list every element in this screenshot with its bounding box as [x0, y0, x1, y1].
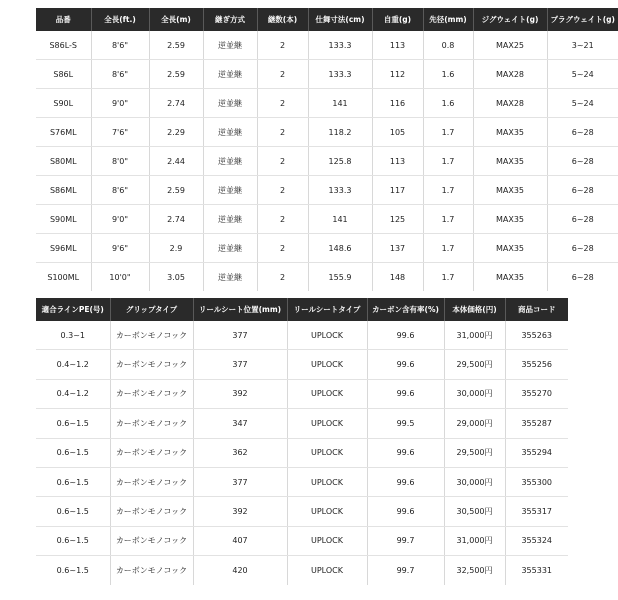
- table-cell: 5~24: [547, 60, 618, 89]
- spec-table-row: [36, 234, 618, 263]
- table-cell: 7'6": [91, 118, 149, 147]
- table-cell: UPLOCK: [287, 526, 367, 555]
- table-cell: 2.59: [149, 60, 203, 89]
- table-cell: MAX35: [473, 118, 547, 147]
- table-cell: 392: [193, 379, 287, 408]
- table-cell: 逆並継: [203, 176, 257, 205]
- price-header-cell: 商品コード: [505, 298, 568, 321]
- price-table-row: [36, 379, 568, 408]
- spec-header-cell: 全長(ft.): [91, 8, 149, 31]
- table-cell: 9'0": [91, 205, 149, 234]
- table-cell: 1.7: [423, 234, 473, 263]
- table-cell: 2: [257, 205, 308, 234]
- spec-header-cell: ジグウェイト(g): [473, 8, 547, 31]
- table-cell: 116: [372, 89, 423, 118]
- spec-table-body: [36, 31, 618, 291]
- table-cell: 125.8: [308, 147, 372, 176]
- table-cell: S80ML: [36, 147, 91, 176]
- table-cell: 31,000円: [444, 526, 505, 555]
- table-cell: MAX28: [473, 89, 547, 118]
- table-cell: 99.6: [367, 467, 444, 496]
- table-cell: 8'6": [91, 60, 149, 89]
- table-cell: 355263: [505, 321, 568, 350]
- table-cell: 420: [193, 556, 287, 585]
- price-header-cell: カーボン含有率(%): [367, 298, 444, 321]
- table-cell: S100ML: [47, 272, 80, 282]
- table-cell: UPLOCK: [287, 467, 367, 496]
- table-cell: 6~28: [547, 118, 618, 147]
- spec-header-cell: 自重(g): [372, 8, 423, 31]
- table-cell: カーボンモノコック: [110, 556, 193, 585]
- table-cell: 逆並継: [203, 60, 257, 89]
- table-cell: 2: [257, 147, 308, 176]
- table-cell: 3~21: [547, 31, 618, 60]
- table-cell: 5~24: [547, 89, 618, 118]
- table-cell: 逆並継: [203, 263, 257, 292]
- price-table-row: [36, 497, 568, 526]
- table-cell: 8'0": [91, 147, 149, 176]
- table-cell: 99.6: [367, 438, 444, 467]
- table-cell: S90ML: [36, 205, 91, 234]
- table-cell: 30,000円: [444, 467, 505, 496]
- table-cell: 99.6: [367, 321, 444, 350]
- table-cell: カーボンモノコック: [110, 350, 193, 379]
- price-header-cell: 適合ラインPE(号): [36, 298, 110, 321]
- table-cell: UPLOCK: [287, 321, 367, 350]
- table-cell: 133.3: [308, 31, 372, 60]
- table-cell: 29,500円: [444, 350, 505, 379]
- price-header-cell: 本体価格(円): [444, 298, 505, 321]
- table-cell: 1.7: [423, 147, 473, 176]
- table-cell: 2: [257, 60, 308, 89]
- spec-table-row: [36, 118, 618, 147]
- price-table-row: [36, 321, 568, 350]
- spec-table-row: [36, 176, 618, 205]
- table-cell: UPLOCK: [287, 350, 367, 379]
- table-cell: 9'0": [91, 89, 149, 118]
- spec-header-cell: 品番: [36, 8, 91, 31]
- table-cell: 8'6": [91, 176, 149, 205]
- spec-header-cell: 全長(m): [149, 8, 203, 31]
- table-cell: 99.6: [367, 379, 444, 408]
- spec-header-row: [36, 8, 618, 31]
- table-cell: 6~28: [547, 147, 618, 176]
- table-cell: UPLOCK: [287, 497, 367, 526]
- spec-header-cell: 仕舞寸法(cm): [308, 8, 372, 31]
- price-table-row: [36, 467, 568, 496]
- table-cell: カーボンモノコック: [110, 467, 193, 496]
- table-cell: UPLOCK: [287, 438, 367, 467]
- table-cell: 2: [257, 31, 308, 60]
- table-cell: 355324: [505, 526, 568, 555]
- table-cell: カーボンモノコック: [110, 321, 193, 350]
- table-cell: S86L-S: [36, 31, 91, 60]
- table-cell: カーボンモノコック: [110, 409, 193, 438]
- table-cell: 392: [193, 497, 287, 526]
- spec-header-cell: プラグウェイト(g): [547, 8, 618, 31]
- table-cell: 347: [193, 409, 287, 438]
- price-table-row: [36, 438, 568, 467]
- table-cell: 377: [193, 350, 287, 379]
- spec-table-row: [36, 205, 618, 234]
- table-cell: 118.2: [308, 118, 372, 147]
- table-cell: 2.74: [149, 205, 203, 234]
- table-cell: 2: [257, 118, 308, 147]
- table-cell: 逆並継: [203, 205, 257, 234]
- table-cell: 0.6~1.5: [36, 409, 110, 438]
- price-table-row: [36, 350, 568, 379]
- table-cell: 125: [372, 205, 423, 234]
- table-cell: 355317: [505, 497, 568, 526]
- table-cell: 355270: [505, 379, 568, 408]
- table-cell: 3.05: [149, 263, 203, 292]
- price-header-row: [36, 298, 568, 321]
- table-cell: 逆並継: [203, 89, 257, 118]
- table-cell: 0.6~1.5: [36, 497, 110, 526]
- table-cell: 8'6": [91, 31, 149, 60]
- table-cell: 1.6: [423, 60, 473, 89]
- spec-header-cell: 先径(mm): [423, 8, 473, 31]
- table-cell: 113: [372, 31, 423, 60]
- spec-header-cell: 継ぎ方式: [203, 8, 257, 31]
- table-cell: 2: [257, 234, 308, 263]
- table-cell: 112: [372, 60, 423, 89]
- table-cell: 355300: [505, 467, 568, 496]
- price-header-cell: リールシートタイプ: [287, 298, 367, 321]
- table-cell: 113: [372, 147, 423, 176]
- table-cell: 逆並継: [203, 234, 257, 263]
- table-cell: カーボンモノコック: [110, 438, 193, 467]
- table-cell: 0.6~1.5: [36, 438, 110, 467]
- table-cell: S86L: [36, 60, 91, 89]
- table-cell: 148.6: [308, 234, 372, 263]
- table-cell: 355294: [505, 438, 568, 467]
- price-table: [36, 298, 568, 585]
- table-cell: 逆並継: [203, 118, 257, 147]
- table-cell: 0.8: [423, 31, 473, 60]
- table-cell: 99.5: [367, 409, 444, 438]
- table-cell: 1.7: [423, 118, 473, 147]
- table-cell: 99.7: [367, 526, 444, 555]
- table-cell: 141: [308, 205, 372, 234]
- table-cell: 1.7: [423, 263, 473, 292]
- table-cell: MAX35: [473, 205, 547, 234]
- table-cell: 6~28: [547, 205, 618, 234]
- price-table-row: [36, 526, 568, 555]
- table-cell: 117: [372, 176, 423, 205]
- table-cell: 99.6: [367, 350, 444, 379]
- table-cell: 2: [257, 176, 308, 205]
- table-cell: 2.44: [149, 147, 203, 176]
- table-cell: MAX28: [473, 60, 547, 89]
- table-cell: S90L: [36, 89, 91, 118]
- table-cell: 29,000円: [444, 409, 505, 438]
- table-cell: UPLOCK: [287, 556, 367, 585]
- table-cell: カーボンモノコック: [110, 526, 193, 555]
- spec-table-row: [36, 60, 618, 89]
- spec-table-row: [36, 147, 618, 176]
- table-cell: S96ML: [36, 234, 91, 263]
- table-cell: 355256: [505, 350, 568, 379]
- price-table-body: [36, 321, 568, 585]
- table-cell: 155.9: [308, 263, 372, 292]
- table-cell: 407: [193, 526, 287, 555]
- table-cell: 逆並継: [203, 147, 257, 176]
- table-cell: 30,000円: [444, 379, 505, 408]
- table-cell: 99.7: [367, 556, 444, 585]
- table-cell: 1.7: [423, 176, 473, 205]
- table-cell: 32,500円: [444, 556, 505, 585]
- table-cell: 0.4~1.2: [36, 379, 110, 408]
- table-cell: 141: [308, 89, 372, 118]
- table-cell: 0.4~1.2: [36, 350, 110, 379]
- table-cell: S86ML: [36, 176, 91, 205]
- table-cell: 30,500円: [444, 497, 505, 526]
- spec-table-row: [36, 31, 618, 60]
- table-cell: カーボンモノコック: [110, 497, 193, 526]
- price-table-row: [36, 409, 568, 438]
- table-cell: 6~28: [547, 176, 618, 205]
- spec-header-cell: 継数(本): [257, 8, 308, 31]
- table-cell: 6~28: [547, 234, 618, 263]
- table-cell: 1.6: [423, 89, 473, 118]
- table-cell: 2.9: [149, 234, 203, 263]
- table-cell: MAX35: [473, 176, 547, 205]
- table-cell: 133.3: [308, 60, 372, 89]
- table-cell: 0.6~1.5: [56, 565, 89, 575]
- table-cell: MAX25: [473, 31, 547, 60]
- table-cell: 9'6": [91, 234, 149, 263]
- table-cell: 137: [372, 234, 423, 263]
- table-cell: 2: [257, 89, 308, 118]
- table-cell: 31,000円: [444, 321, 505, 350]
- table-cell: 148: [372, 263, 423, 292]
- table-cell: 0.6~1.5: [36, 526, 110, 555]
- table-cell: 2.29: [149, 118, 203, 147]
- table-cell: 29,500円: [444, 438, 505, 467]
- table-cell: 逆並継: [203, 31, 257, 60]
- table-cell: カーボンモノコック: [110, 379, 193, 408]
- table-cell: UPLOCK: [287, 409, 367, 438]
- table-cell: 99.6: [367, 497, 444, 526]
- table-cell: UPLOCK: [287, 379, 367, 408]
- price-table-row: [36, 556, 568, 585]
- price-header-cell: リールシート位置(mm): [193, 298, 287, 321]
- table-cell: 355331: [505, 556, 568, 585]
- table-cell: 1.7: [423, 205, 473, 234]
- table-cell: MAX35: [473, 147, 547, 176]
- table-cell: 2: [257, 263, 308, 292]
- table-cell: 0.6~1.5: [36, 467, 110, 496]
- table-cell: 2.59: [149, 31, 203, 60]
- table-cell: 6~28: [547, 263, 618, 292]
- table-cell: 355287: [505, 409, 568, 438]
- table-cell: 362: [193, 438, 287, 467]
- spec-table: [36, 8, 618, 291]
- table-cell: S76ML: [36, 118, 91, 147]
- table-cell: 133.3: [308, 176, 372, 205]
- table-cell: MAX35: [473, 234, 547, 263]
- table-cell: MAX35: [473, 263, 547, 292]
- table-cell: 2.59: [149, 176, 203, 205]
- table-cell: 105: [372, 118, 423, 147]
- table-cell: 377: [193, 321, 287, 350]
- table-cell: 2.74: [149, 89, 203, 118]
- spec-table-row: [36, 89, 618, 118]
- spec-table-row: [36, 263, 618, 292]
- table-cell: 10'0": [91, 263, 149, 292]
- price-header-cell: グリップタイプ: [110, 298, 193, 321]
- table-cell: 377: [193, 467, 287, 496]
- table-cell: 0.3~1: [36, 321, 110, 350]
